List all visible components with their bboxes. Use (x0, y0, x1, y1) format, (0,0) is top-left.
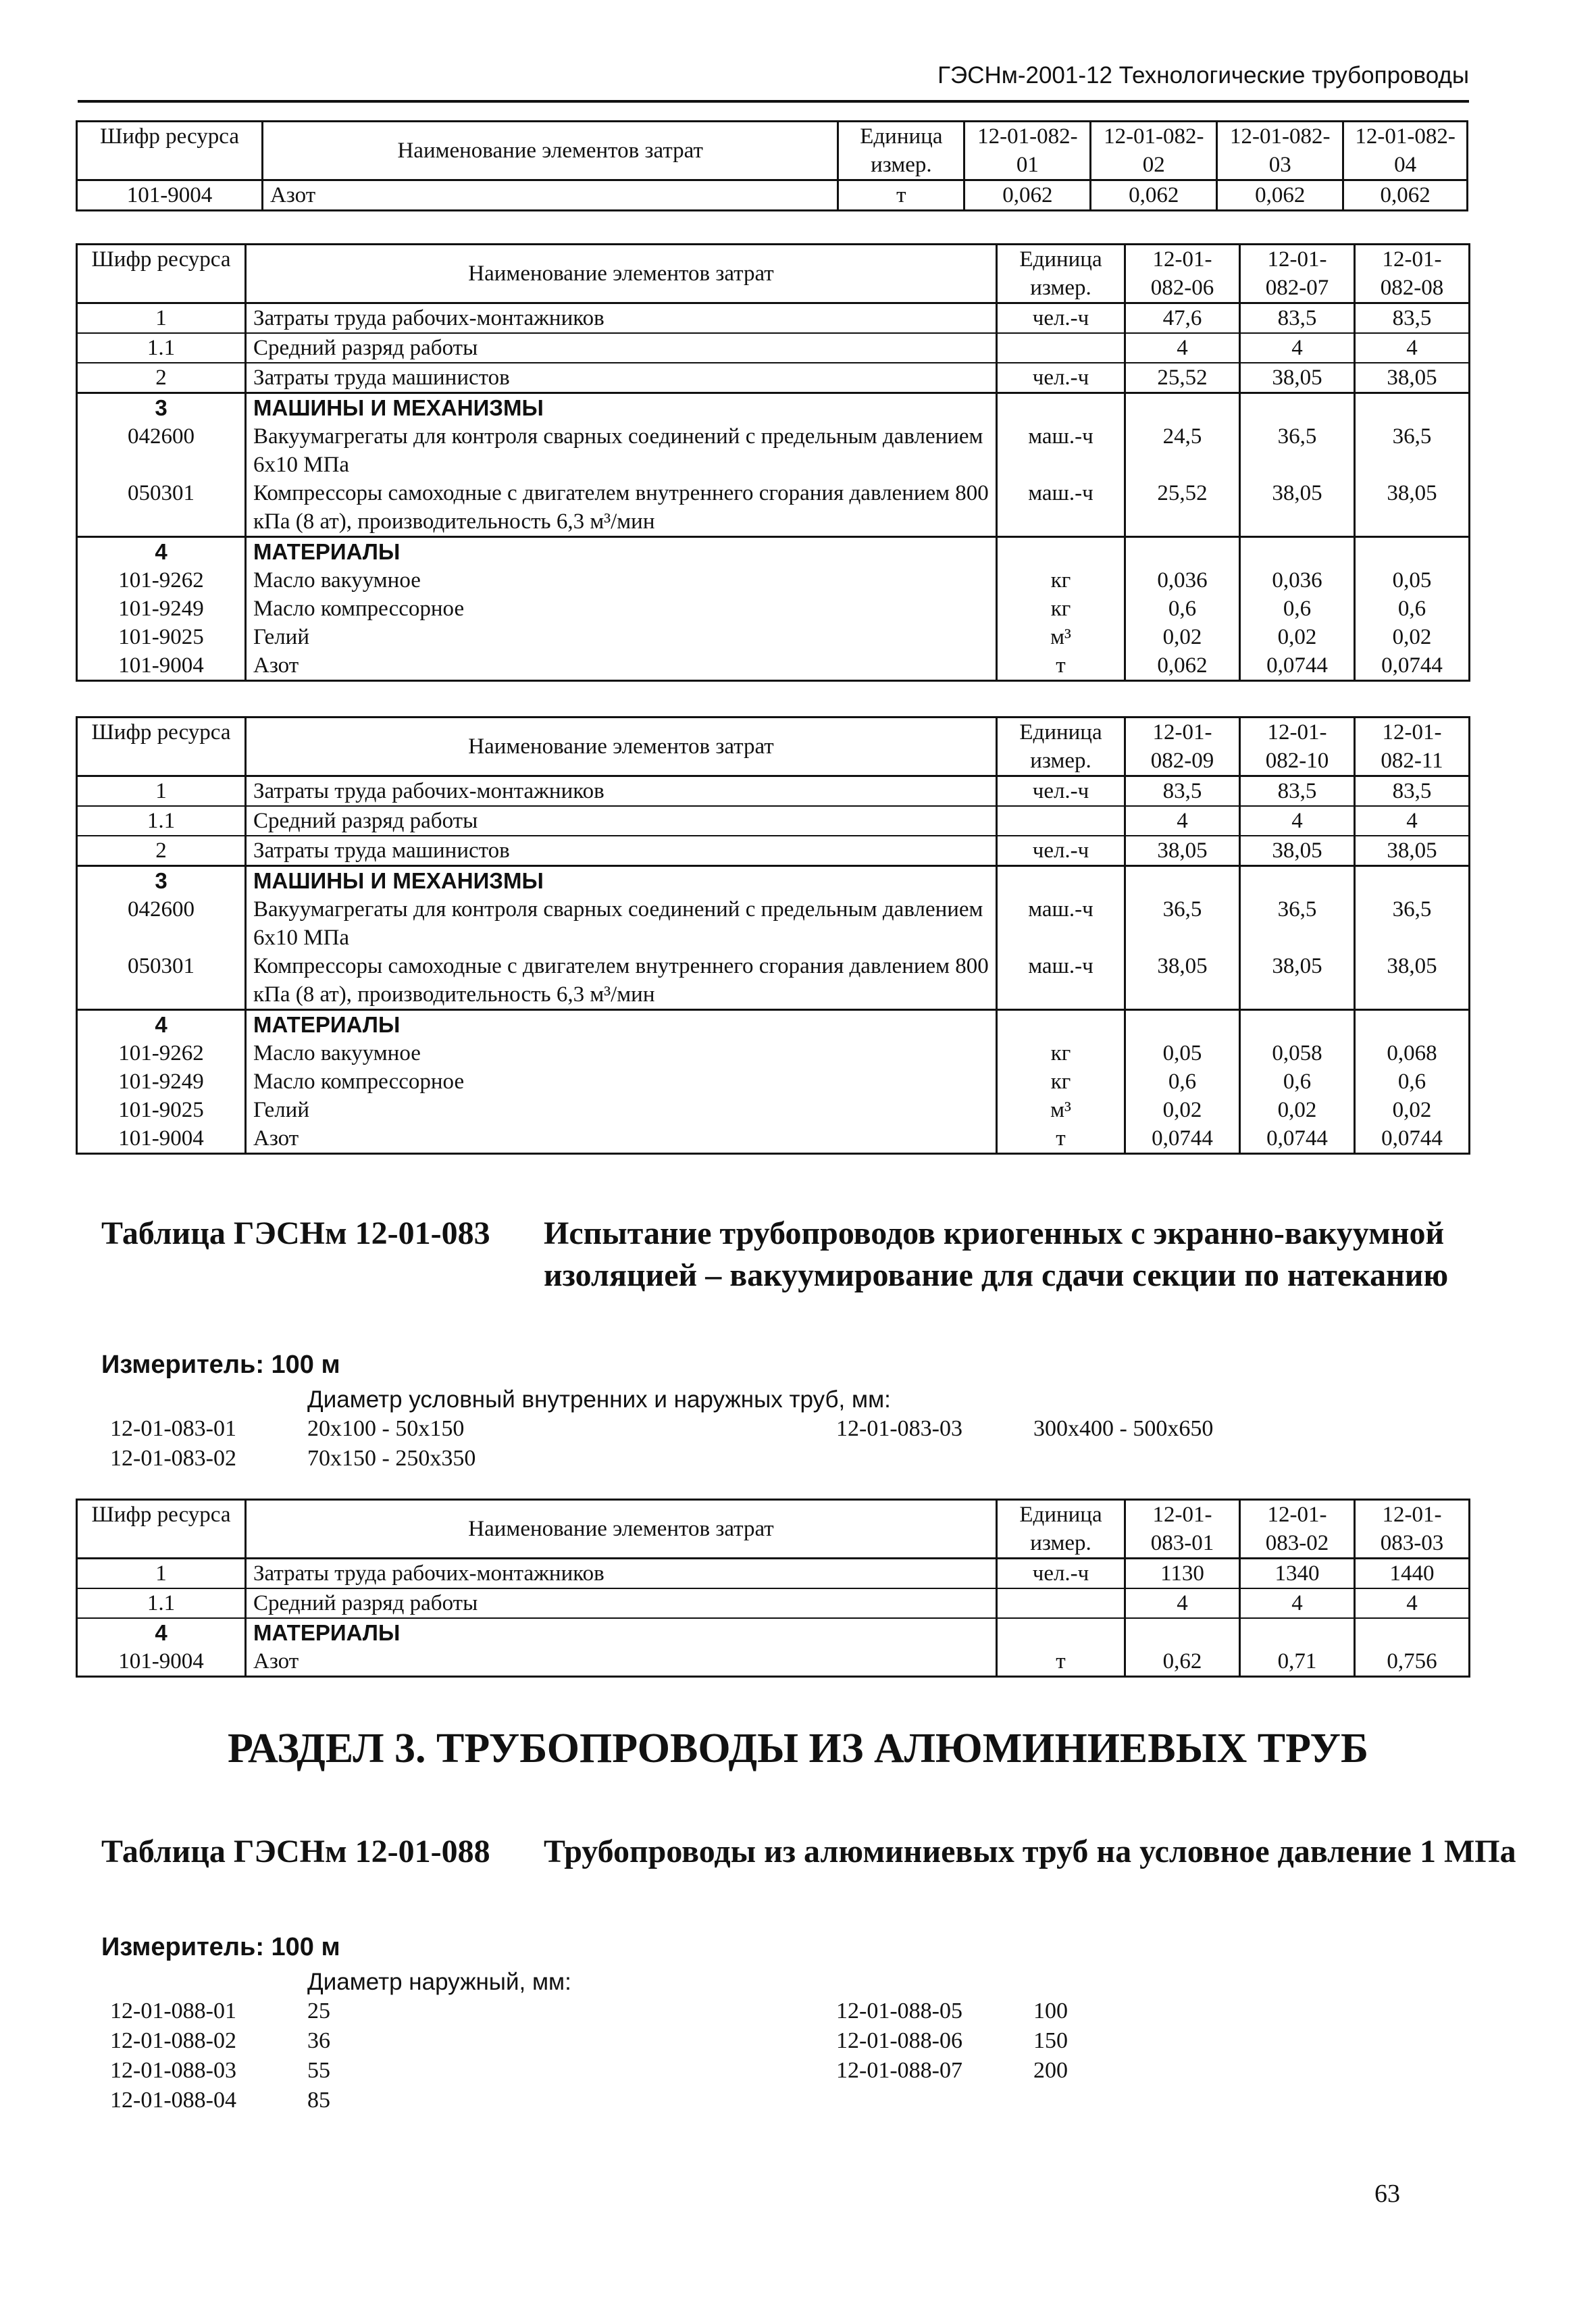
cell-value: 4 (1240, 806, 1355, 836)
col-header-value: 12-01-083-01 (1125, 1500, 1240, 1559)
cell-unit (997, 1618, 1125, 1647)
cell-unit: маш.-ч (997, 422, 1125, 479)
cell-name: Масло компрессорное (246, 595, 997, 623)
section-heading: МАТЕРИАЛЫ (246, 537, 997, 567)
table-header-row (77, 1500, 1470, 1559)
table-label: Таблица ГЭСНм 12-01-083 (101, 1215, 490, 1251)
dimension-code: 12-01-083-01 (110, 1416, 236, 1441)
cell-code: 101-9249 (77, 1067, 246, 1096)
cell-value: 36,5 (1392, 897, 1432, 922)
cell-value: 1440 (1355, 1559, 1470, 1589)
dimension-code: 12-01-083-02 (110, 1446, 236, 1471)
cell-code: 101-9262 (77, 566, 246, 595)
cell-value (1240, 1010, 1355, 1040)
cell-code: 050301 (77, 952, 246, 1010)
cell-value: 4 (1125, 1588, 1240, 1618)
table-row (77, 1124, 1470, 1154)
dimension-code: 12-01-088-03 (110, 2058, 236, 2083)
section-heading: МАШИНЫ И МЕХАНИЗМЫ (246, 393, 997, 423)
cell-value: 4 (1125, 806, 1240, 836)
table-row (77, 595, 1470, 623)
cell-code: 101-9262 (77, 1039, 246, 1067)
table-section-row (77, 393, 1470, 423)
cell-unit: т (838, 180, 964, 211)
dimension-code: 12-01-083-03 (836, 1416, 962, 1441)
table-row (77, 333, 1470, 363)
col-header-value: 12-01-083-03 (1355, 1500, 1470, 1559)
cell-unit: чел.-ч (997, 1559, 1125, 1589)
dimension-value: 55 (307, 2058, 330, 2083)
table-row (77, 180, 1468, 211)
cell-unit (997, 333, 1125, 363)
cell-name: Вакуумагрегаты для контроля сварных соединений с предельным давлением 6х10 МПа (246, 422, 997, 479)
dimension-value: 100 (1033, 1998, 1068, 2023)
cell-value (1125, 537, 1240, 567)
col-header-code: Шифр ресурса (77, 1500, 246, 1559)
cell-name: Компрессоры самоходные с двигателем внутреннего сгорания давлением 800 кПа (8 ат), производительность 6,3 м³/мин (246, 479, 997, 537)
cell-value: 0,02 (1392, 1098, 1432, 1122)
cell-value: 0,0744 (1240, 651, 1355, 681)
cell-value: 83,5 (1355, 776, 1470, 807)
cell-value (1355, 537, 1470, 567)
table-row (77, 836, 1470, 866)
cell-code: 042600 (77, 422, 246, 479)
cell-value: 25,52 (1125, 479, 1240, 537)
table-082-09-11 (76, 716, 1470, 1155)
cell-unit: чел.-ч (997, 836, 1125, 866)
cell-code: 4 (77, 1010, 246, 1040)
cell-name: Затраты труда машинистов (246, 363, 997, 393)
dimension-label: Диаметр условный внутренних и наружных труб, мм: (307, 1386, 891, 1413)
cell-name: Затраты труда рабочих-монтажников (246, 1559, 997, 1589)
cell-value: 0,0744 (1381, 653, 1443, 678)
table-header-row (77, 718, 1470, 776)
cell-unit: чел.-ч (997, 776, 1125, 807)
dimension-code: 12-01-088-01 (110, 1998, 236, 2023)
cell-value: 24,5 (1125, 422, 1240, 479)
cell-name: Азот (246, 651, 997, 681)
table-row (77, 623, 1470, 651)
col-header-value: 12-01-082-09 (1125, 718, 1240, 776)
cell-name: Гелий (246, 1096, 997, 1124)
measure-unit: Измеритель: 100 м (101, 1351, 340, 1379)
cell-value: 38,05 (1125, 952, 1240, 1010)
cell-value: 4 (1240, 333, 1355, 363)
cell-code: 4 (77, 537, 246, 567)
cell-code: 042600 (77, 895, 246, 952)
table-row (77, 422, 1470, 479)
table-row (77, 895, 1470, 952)
table-section-row (77, 1010, 1470, 1040)
cell-code: 101-9004 (77, 1647, 246, 1677)
cell-name: Азот (262, 180, 838, 211)
table-row (77, 776, 1470, 807)
cell-value: 38,05 (1355, 836, 1470, 866)
table-label: Таблица ГЭСНм 12-01-088 (101, 1834, 490, 1869)
cell-value: 4 (1355, 806, 1470, 836)
dimension-value: 36 (307, 2028, 330, 2053)
cell-code: 050301 (77, 479, 246, 537)
cell-code: 4 (77, 1618, 246, 1647)
dimension-code: 12-01-088-07 (836, 2058, 962, 2083)
col-header-value: 12-01-082-04 (1343, 122, 1468, 180)
cell-value: 38,05 (1240, 363, 1355, 393)
cell-code: 1 (77, 776, 246, 807)
running-header: ГЭСНм-2001-12 Технологические трубопроводы (937, 62, 1469, 89)
cell-code: 1.1 (77, 1588, 246, 1618)
cell-value: 0,0744 (1125, 1124, 1240, 1154)
dimension-code: 12-01-088-02 (110, 2028, 236, 2053)
cell-code: 101-9025 (77, 1096, 246, 1124)
col-header-unit: Единица измер. (838, 122, 964, 180)
dimension-value: 70х150 - 250х350 (307, 1446, 476, 1471)
table-header-row (77, 245, 1470, 303)
dimension-value: 20х100 - 50х150 (307, 1416, 465, 1441)
table-row (77, 952, 1470, 1010)
cell-value: 0,062 (1125, 651, 1240, 681)
table-section-row (77, 537, 1470, 567)
cell-name: Компрессоры самоходные с двигателем внутреннего сгорания давлением 800 кПа (8 ат), производительность 6,3 м³/мин (246, 952, 997, 1010)
col-header-name: Наименование элементов затрат (262, 122, 838, 180)
cell-unit: т (997, 651, 1125, 681)
cell-unit (997, 393, 1125, 423)
dimension-code: 12-01-088-04 (110, 2088, 236, 2113)
table-row (77, 1588, 1470, 1618)
cell-name: Средний разряд работы (246, 333, 997, 363)
table-row (77, 566, 1470, 595)
cell-name: Затраты труда машинистов (246, 836, 997, 866)
cell-value: 0,062 (1217, 180, 1343, 211)
cell-value: 0,02 (1392, 625, 1432, 649)
cell-code: 2 (77, 836, 246, 866)
cell-unit: маш.-ч (997, 895, 1125, 952)
cell-name: Масло вакуумное (246, 566, 997, 595)
table-row (77, 806, 1470, 836)
table-083 (76, 1499, 1470, 1678)
dimension-label: Диаметр наружный, мм: (307, 1969, 571, 1995)
cell-value: 38,05 (1355, 952, 1470, 1010)
cell-code: 1 (77, 303, 246, 334)
cell-name: Азот (246, 1124, 997, 1154)
cell-value: 0,02 (1240, 623, 1355, 651)
cell-value (1240, 866, 1355, 896)
cell-value: 83,5 (1355, 303, 1470, 334)
cell-unit: кг (997, 566, 1125, 595)
cell-name: Вакуумагрегаты для контроля сварных соединений с предельным давлением 6х10 МПа (246, 895, 997, 952)
measure-unit: Измеритель: 100 м (101, 1933, 340, 1961)
col-header-value: 12-01-082-02 (1091, 122, 1217, 180)
col-header-unit: Единица измер. (997, 1500, 1125, 1559)
dimension-value: 150 (1033, 2028, 1068, 2053)
cell-value: 0,6 (1125, 595, 1240, 623)
cell-value (1240, 1618, 1355, 1647)
cell-unit: чел.-ч (997, 303, 1125, 334)
cell-value: 0,062 (964, 180, 1091, 211)
col-header-unit: Единица измер. (997, 245, 1125, 303)
table-row (77, 1647, 1470, 1677)
cell-value: 0,6 (1397, 597, 1426, 621)
cell-code: 3 (77, 866, 246, 896)
cell-value: 0,05 (1392, 568, 1432, 593)
cell-unit: м³ (997, 1096, 1125, 1124)
cell-value: 0,0744 (1381, 1126, 1443, 1151)
cell-value: 0,068 (1387, 1041, 1437, 1065)
cell-unit: кг (997, 595, 1125, 623)
cell-value (1240, 393, 1355, 423)
cell-name: Масло вакуумное (246, 1039, 997, 1067)
table-082-06-08 (76, 243, 1470, 682)
col-header-value: 12-01-082-11 (1355, 718, 1470, 776)
col-header-code: Шифр ресурса (77, 245, 246, 303)
dimension-code: 12-01-088-05 (836, 1998, 962, 2023)
cell-code: 101-9004 (77, 1124, 246, 1154)
col-header-value: 12-01-082-01 (964, 122, 1091, 180)
cell-unit: чел.-ч (997, 363, 1125, 393)
cell-value (1355, 1618, 1470, 1647)
table-row (77, 1559, 1470, 1589)
cell-code: 101-9025 (77, 623, 246, 651)
cell-value (1125, 1618, 1240, 1647)
cell-unit (997, 537, 1125, 567)
cell-value: 0,6 (1240, 1067, 1355, 1096)
cell-value: 0,036 (1240, 566, 1355, 595)
table-row (77, 303, 1470, 334)
table-row (77, 1039, 1470, 1067)
table-row (77, 479, 1470, 537)
cell-value: 0,036 (1125, 566, 1240, 595)
col-header-value: 12-01-083-02 (1240, 1500, 1355, 1559)
cell-unit: кг (997, 1067, 1125, 1096)
cell-name: Гелий (246, 623, 997, 651)
section-heading-3: РАЗДЕЛ 3. ТРУБОПРОВОДЫ ИЗ АЛЮМИНИЕВЫХ ТРУБ (228, 1726, 1368, 1771)
cell-value: 38,05 (1240, 952, 1355, 1010)
dimension-value: 25 (307, 1998, 330, 2023)
col-header-value: 12-01-082-10 (1240, 718, 1355, 776)
cell-unit (997, 806, 1125, 836)
dimension-value: 300х400 - 500х650 (1033, 1416, 1214, 1441)
cell-name: Средний разряд работы (246, 806, 997, 836)
cell-value: 0,71 (1240, 1647, 1355, 1677)
cell-value: 4 (1355, 1588, 1470, 1618)
cell-value: 38,05 (1240, 836, 1355, 866)
cell-value: 4 (1125, 333, 1240, 363)
cell-value (1125, 393, 1240, 423)
col-header-code: Шифр ресурса (77, 718, 246, 776)
cell-value: 0,6 (1240, 595, 1355, 623)
page-number: 63 (1374, 2180, 1400, 2208)
cell-value: 83,5 (1125, 776, 1240, 807)
cell-code: 101-9004 (77, 180, 263, 211)
cell-value (1240, 537, 1355, 567)
cell-value: 83,5 (1240, 776, 1355, 807)
cell-code: 1.1 (77, 333, 246, 363)
cell-unit (997, 866, 1125, 896)
cell-value: 0,058 (1240, 1039, 1355, 1067)
cell-name: Затраты труда рабочих-монтажников (246, 776, 997, 807)
cell-name: Затраты труда рабочих-монтажников (246, 303, 997, 334)
col-header-value: 12-01-082-06 (1125, 245, 1240, 303)
table-row (77, 363, 1470, 393)
col-header-value: 12-01-082-03 (1217, 122, 1343, 180)
cell-value: 0,05 (1125, 1039, 1240, 1067)
cell-value: 0,02 (1125, 1096, 1240, 1124)
section-heading: МАТЕРИАЛЫ (246, 1010, 997, 1040)
section-heading: МАШИНЫ И МЕХАНИЗМЫ (246, 866, 997, 896)
cell-code: 3 (77, 393, 246, 423)
header-rule (78, 100, 1469, 103)
table-section-row (77, 1618, 1470, 1647)
table-title: Трубопроводы из алюминиевых труб на условное давление 1 МПа (544, 1834, 1516, 1869)
cell-unit: т (997, 1647, 1125, 1677)
cell-value: 0,02 (1125, 623, 1240, 651)
cell-value (1355, 393, 1470, 423)
cell-unit (997, 1588, 1125, 1618)
cell-value: 36,5 (1392, 424, 1432, 449)
cell-code: 1.1 (77, 806, 246, 836)
cell-code: 2 (77, 363, 246, 393)
cell-value: 0,62 (1125, 1647, 1240, 1677)
cell-value (1125, 866, 1240, 896)
cell-value (1355, 1010, 1470, 1040)
cell-value: 1340 (1240, 1559, 1355, 1589)
cell-code: 101-9004 (77, 651, 246, 681)
cell-unit: т (997, 1124, 1125, 1154)
cell-value: 0,6 (1397, 1070, 1426, 1094)
dimension-value: 85 (307, 2088, 330, 2113)
cell-value: 0,6 (1125, 1067, 1240, 1096)
cell-name: Азот (246, 1647, 997, 1677)
cell-value: 47,6 (1125, 303, 1240, 334)
cell-value (1355, 866, 1470, 896)
cell-unit: кг (997, 1039, 1125, 1067)
cell-unit: м³ (997, 623, 1125, 651)
cell-value: 4 (1240, 1588, 1355, 1618)
cell-value: 4 (1355, 333, 1470, 363)
dimension-value: 200 (1033, 2058, 1068, 2083)
col-header-code: Шифр ресурса (77, 122, 263, 180)
cell-value: 0,02 (1240, 1096, 1355, 1124)
cell-value: 83,5 (1240, 303, 1355, 334)
cell-value: 36,5 (1125, 895, 1240, 952)
cell-value: 1130 (1125, 1559, 1240, 1589)
col-header-name: Наименование элементов затрат (246, 245, 997, 303)
cell-code: 1 (77, 1559, 246, 1589)
cell-code: 101-9249 (77, 595, 246, 623)
section-heading: МАТЕРИАЛЫ (246, 1618, 997, 1647)
cell-value: 25,52 (1125, 363, 1240, 393)
col-header-value: 12-01-082-08 (1355, 245, 1470, 303)
cell-unit: маш.-ч (997, 952, 1125, 1010)
table-title: Испытание трубопроводов криогенных с экранно-вакуумной изоляцией – вакуумирование для сдачи секции по натеканию (544, 1215, 1449, 1293)
col-header-unit: Единица измер. (997, 718, 1125, 776)
cell-value: 0,0744 (1240, 1124, 1355, 1154)
table-082-continuation (76, 120, 1468, 211)
cell-name: Масло компрессорное (246, 1067, 997, 1096)
col-header-name: Наименование элементов затрат (246, 1500, 997, 1559)
dimension-code: 12-01-088-06 (836, 2028, 962, 2053)
cell-name: Средний разряд работы (246, 1588, 997, 1618)
cell-value: 38,05 (1240, 479, 1355, 537)
table-row (77, 1096, 1470, 1124)
table-header-row (77, 122, 1468, 180)
cell-value: 0,756 (1387, 1649, 1437, 1674)
col-header-name: Наименование элементов затрат (246, 718, 997, 776)
cell-value: 0,062 (1091, 180, 1217, 211)
cell-value: 0,062 (1380, 183, 1431, 207)
cell-unit: маш.-ч (997, 479, 1125, 537)
cell-value: 38,05 (1355, 363, 1470, 393)
table-row (77, 1067, 1470, 1096)
table-row (77, 651, 1470, 681)
table-section-row (77, 866, 1470, 896)
cell-unit (997, 1010, 1125, 1040)
cell-value: 38,05 (1125, 836, 1240, 866)
cell-value: 38,05 (1355, 479, 1470, 537)
cell-value: 36,5 (1240, 895, 1355, 952)
cell-value: 36,5 (1240, 422, 1355, 479)
col-header-value: 12-01-082-07 (1240, 245, 1355, 303)
cell-value (1125, 1010, 1240, 1040)
